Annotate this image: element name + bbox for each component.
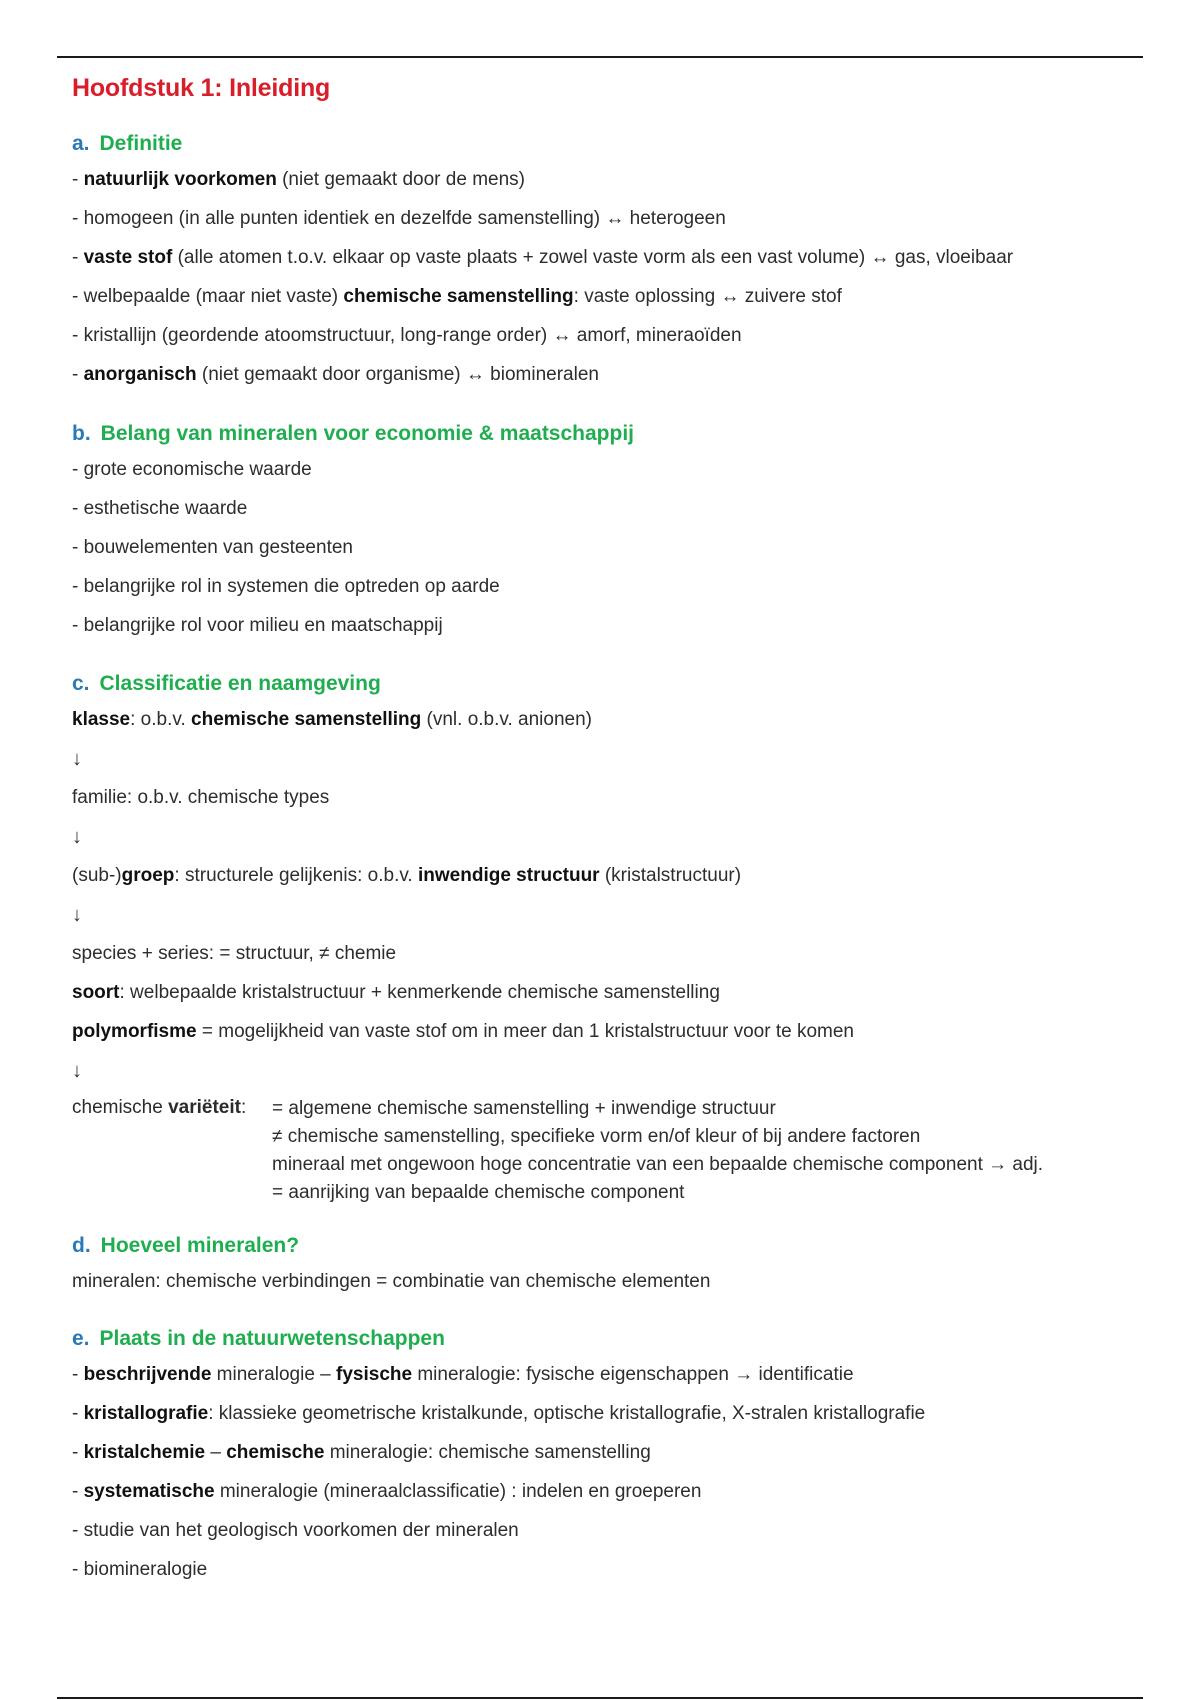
list-item: - grote economische waarde [72,459,312,480]
list-item: - systematische mineralogie (mineraalclassificatie) : indelen en groeperen [72,1481,702,1502]
section-title: Classificatie en naamgeving [99,672,381,695]
list-item: - beschrijvende mineralogie – fysische mineralogie: fysische eigenschappen → identificatie [72,1364,854,1385]
section-title: Belang van mineralen voor economie & maatschappij [100,422,634,445]
chapter-title: Hoofdstuk 1: Inleiding [72,74,331,102]
list-item: - vaste stof (alle atomen t.o.v. elkaar op vaste plaats + zowel vaste vorm als een vast volume) ↔ gas, vloeibaar [72,247,1014,268]
list-item: mineralen: chemische verbindingen = combinatie van chemische elementen [72,1271,711,1292]
down-arrow-icon: ↓ [72,1060,82,1082]
list-item: - belangrijke rol in systemen die optreden op aarde [72,576,500,597]
variety-line: = algemene chemische samenstelling + inwendige structuur [272,1098,776,1119]
section-title: Plaats in de natuurwetenschappen [99,1327,445,1350]
down-arrow-icon: ↓ [72,904,82,926]
variety-line: ≠ chemische samenstelling, specifieke vorm en/of kleur of bij andere factoren [272,1126,921,1147]
list-item: - welbepaalde (maar niet vaste) chemische samenstelling: vaste oplossing ↔ zuivere stof [72,286,842,307]
section-title: Definitie [99,132,183,155]
variety-line: = aanrijking van bepaalde chemische component [272,1182,685,1203]
list-item: - homogeen (in alle punten identiek en dezelfde samenstelling) ↔ heterogeen [72,208,726,229]
list-item: - biomineralogie [72,1559,208,1580]
classification-klasse: klasse: o.b.v. chemische samenstelling (vnl. o.b.v. anionen) [72,709,592,730]
section-letter: a. [72,132,90,155]
list-item: - studie van het geologisch voorkomen der mineralen [72,1520,519,1541]
section-e-heading [72,1327,1132,1351]
section-b-heading [72,422,1132,446]
variety-block [72,1096,1132,1207]
list-item: - natuurlijk voorkomen (niet gemaakt door de mens) [72,169,525,190]
top-rule [57,56,1143,58]
section-letter: e. [72,1327,90,1350]
bottom-rule [57,1697,1143,1699]
list-item: - bouwelementen van gesteenten [72,537,353,558]
classification-species: species + series: = structuur, ≠ chemie [72,943,397,964]
section-b [72,422,1132,638]
section-letter: d. [72,1234,91,1257]
classification-soort: soort: welbepaalde kristalstructuur + kenmerkende chemische samenstelling [72,982,720,1003]
classification-familie: familie: o.b.v. chemische types [72,787,330,808]
down-arrow-icon: ↓ [72,826,82,848]
list-item: - kristallografie: klassieke geometrische kristalkunde, optische kristallografie, X-stralen kristallografie [72,1403,926,1424]
section-d-heading [72,1234,1132,1258]
section-letter: c. [72,672,90,695]
section-a-heading [72,132,1132,156]
list-item: - esthetische waarde [72,498,248,519]
variety-label: chemische variëteit: [72,1097,247,1118]
variety-line: mineraal met ongewoon hoge concentratie van een bepaalde chemische component → adj. [272,1154,1044,1175]
down-arrow-icon: ↓ [72,748,82,770]
classification-polymorfisme: polymorfisme = mogelijkheid van vaste stof om in meer dan 1 kristalstructuur voor te komen [72,1021,854,1042]
section-title: Hoeveel mineralen? [100,1234,300,1257]
section-letter: b. [72,422,91,445]
section-d [72,1234,1132,1294]
classification-groep: (sub-)groep: structurele gelijkenis: o.b.v. inwendige structuur (kristalstructuur) [72,865,742,886]
list-item: - kristalchemie – chemische mineralogie: chemische samenstelling [72,1442,651,1463]
list-item: - kristallijn (geordende atoomstructuur, long-range order) ↔ amorf, mineraoïden [72,325,742,346]
section-c-heading [72,672,1132,696]
section-c [72,672,1132,1207]
document-page [72,70,1132,1580]
section-a [72,132,1132,387]
list-item: - anorganisch (niet gemaakt door organisme) ↔ biomineralen [72,364,599,385]
list-item: - belangrijke rol voor milieu en maatschappij [72,615,443,636]
section-e [72,1327,1132,1582]
